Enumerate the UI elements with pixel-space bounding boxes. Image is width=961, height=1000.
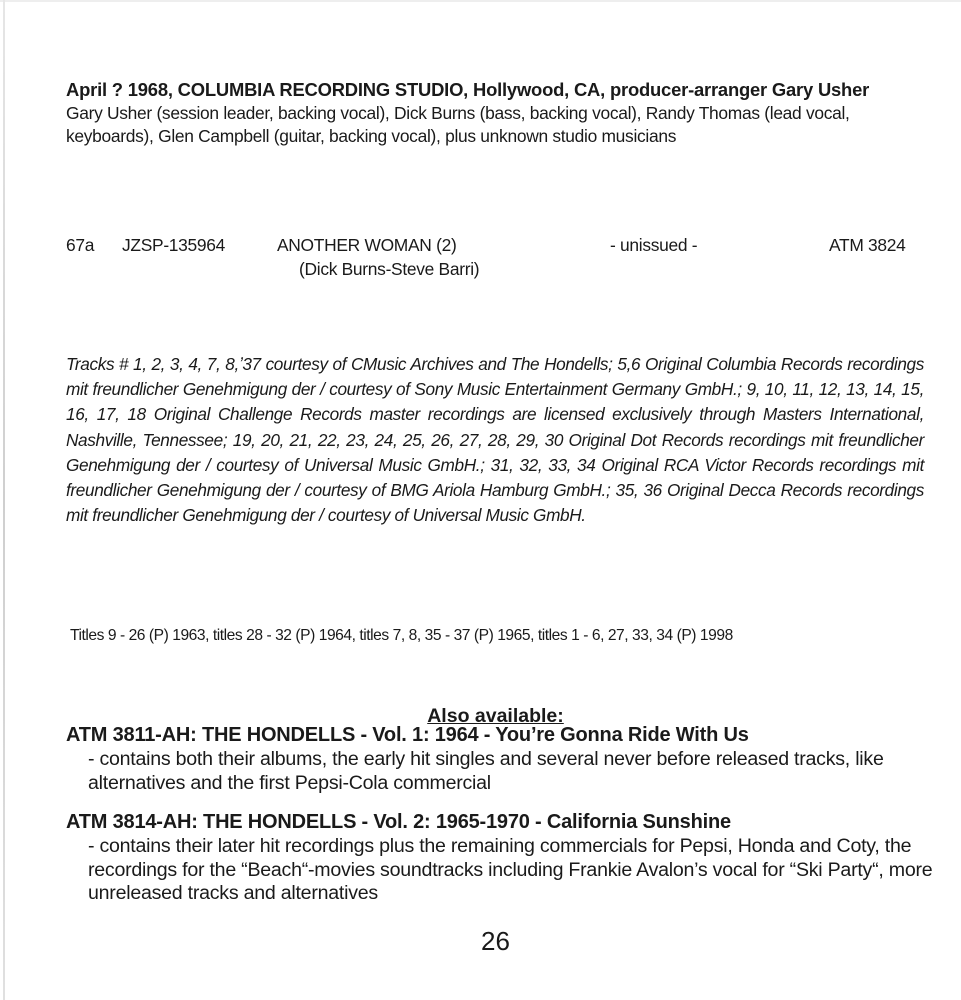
page-binding-edge	[3, 0, 5, 1000]
track-matrix: JZSP-135964	[122, 235, 226, 255]
also-available-heading: Also available:	[427, 705, 564, 727]
track-title: ANOTHER WOMAN (2)	[277, 235, 457, 255]
licensing-credits: Tracks # 1, 2, 3, 4, 7, 8,ʼ37 courtesy of CMusic Archives and The Hondells; 5,6 Original Columbia Records recordings mit freundlicher Genehmigung der / courtesy of Sony Music Entertainment Germany GmbH.; 9, 10, 11, 12, 13, 14, 15, 16, 17, 18 Original Challenge Records master recordings are licensed exclusively through Masters International, Nashville, Tennessee; 19, 20, 21, 22, 23, 24, 25, 26, 27, 28, 29, 30 Original Dot Records recordings mit freundlicher Genehmigung der / courtesy of Universal Music GmbH.; 31, 32, 33, 34 Original RCA Victor Records recordings mit freundlicher Genehmigung der / courtesy of BMG Ariola Hamburg GmbH.; 35, 36 Original Decca Records recordings mit freundlicher Genehmigung der / courtesy of Universal Music GmbH.	[66, 354, 924, 526]
release-item	[66, 809, 946, 906]
release-heading: ATM 3811-AH: THE HONDELLS - Vol. 1: 1964 - You’re Gonna Ride With Us	[66, 724, 749, 746]
track-status: - unissued -	[610, 235, 698, 255]
session-musicians: Gary Usher (session leader, backing vocal), Dick Burns (bass, backing vocal), Randy Thomas (lead vocal, keyboards), Glen Campbell (guitar, backing vocal), plus unknown studio musicians	[66, 103, 850, 146]
session-block	[66, 78, 926, 148]
page-top-edge	[0, 0, 961, 2]
session-heading: April ? 1968, COLUMBIA RECORDING STUDIO, Hollywood, CA, producer-arranger Gary Usher	[66, 79, 870, 100]
release-heading: ATM 3814-AH: THE HONDELLS - Vol. 2: 1965-1970 - California Sunshine	[66, 811, 731, 833]
track-writers: (Dick Burns-Steve Barri)	[299, 259, 480, 279]
phonographic-copyright: Titles 9 - 26 (P) 1963, titles 28 - 32 (P) 1964, titles 7, 8, 35 - 37 (P) 1965, titles 1 - 6, 27, 33, 34 (P) 1998	[70, 627, 733, 644]
release-description: - contains both their albums, the early hit singles and several never before released tracks, like alternatives and the first Pepsi-Cola commercial	[88, 748, 884, 794]
release-description: - contains their later hit recordings plus the remaining commercials for Pepsi, Honda and Coty, the recordings for the “Beach“-movies soundtracks including Frankie Avalon’s vocal for “Ski Party“, more unreleased tracks and alternatives	[88, 835, 933, 904]
page-number: 26	[481, 926, 510, 956]
track-catalog: ATM 3824	[829, 235, 906, 255]
release-item	[66, 722, 946, 795]
track-number: 67a	[66, 235, 95, 255]
